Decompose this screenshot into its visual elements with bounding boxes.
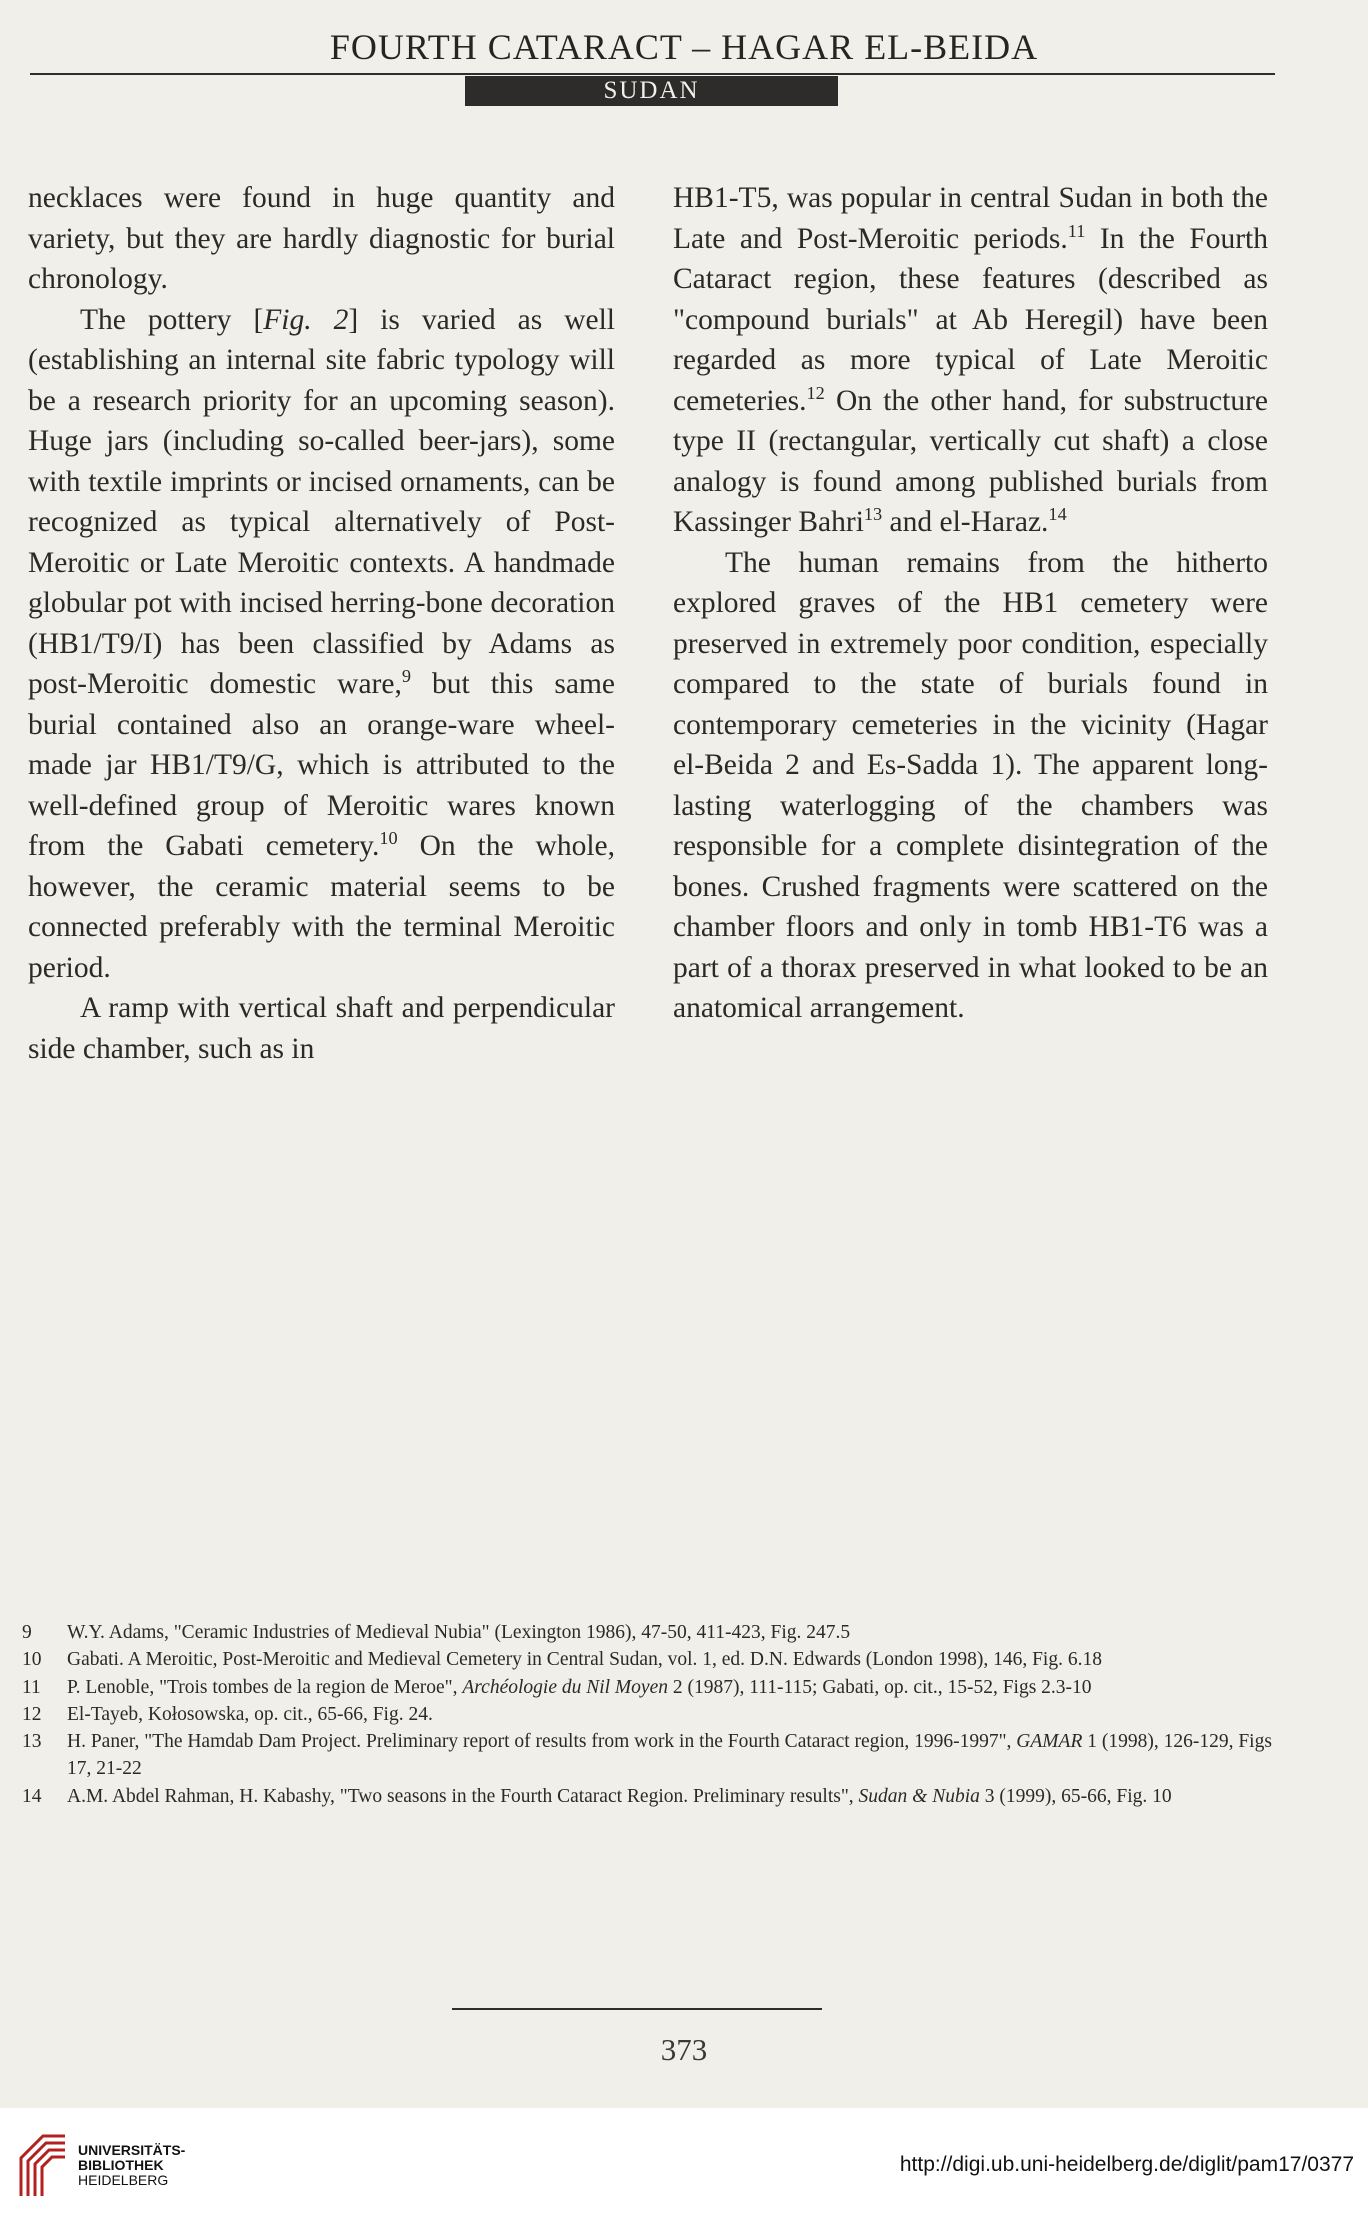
figure-reference: Fig. 2 [263, 303, 349, 336]
running-head: FOURTH CATARACT – HAGAR EL-BEIDA [329, 27, 1039, 67]
footnote: 12 El-Tayeb, Kołosowska, op. cit., 65-66, Fig. 24. [22, 1701, 1272, 1728]
page-number: 373 [660, 2032, 708, 2067]
footnote: 9 W.Y. Adams, "Ceramic Industries of Medieval Nubia" (Lexington 1986), 47-50, 411-423, Fig. 247.5 [22, 1619, 1272, 1646]
paragraph: The human remains from the hitherto explored graves of the HB1 cemetery were preserved in extremely poor condition, especially compared to the state of burials found in contemporary cemeteries in the vicinity (Hagar el-Beida 2 and Es-Sadda 1). The apparent long-lasting waterlogging of the chambers was responsible for a complete disintegration of the bones. Crushed fragments were scattered on the chamber floors and only in tomb HB1-T6 was a part of a thorax preserved in what looked to be an anatomical arrangement. [673, 546, 1268, 1024]
footnotes [22, 1619, 1272, 1810]
ub-heidelberg-logo-icon[interactable] [13, 2128, 73, 2198]
footnote: 11 P. Lenoble, "Trois tombes de la region de Meroe", Archéologie du Nil Moyen 2 (1987), 111-115; Gabati, op. cit., 15-52, Figs 2.3-10 [22, 1674, 1272, 1701]
footnote-number: 14 [22, 1785, 42, 1807]
footnote-number: 10 [22, 1649, 42, 1671]
footnote: 13 H. Paner, "The Hamdab Dam Project. Preliminary report of results from work in the Fourth Cataract region, 1996-1997", GAMAR 1 (1998), 126-129, Figs 17, 21-22 [22, 1728, 1272, 1783]
paragraph: A ramp with vertical shaft and perpendicular side chamber, such as in [28, 992, 615, 1065]
footnote-marker[interactable]: 11 [1067, 220, 1086, 241]
footnote-marker[interactable]: 9 [401, 666, 411, 687]
footnote-marker[interactable]: 14 [1048, 504, 1067, 525]
right-column [673, 178, 1268, 1029]
footnote: 14 A.M. Abdel Rahman, H. Kabashy, "Two seasons in the Fourth Cataract Region. Preliminary results", Sudan & Nubia 3 (1999), 65-66, Fig. 10 [22, 1783, 1272, 1810]
left-column [28, 178, 615, 1069]
footnote-marker[interactable]: 12 [806, 382, 825, 403]
footnote-marker[interactable]: 10 [379, 828, 398, 849]
footnote-number: 12 [22, 1703, 42, 1725]
footer-rule [452, 2008, 822, 2010]
footnote-number: 9 [22, 1622, 32, 1643]
footnote: 10 Gabati. A Meroitic, Post-Meroitic and Medieval Cemetery in Central Sudan, vol. 1, ed. D.N. Edwards (London 1998), 146, Fig. 6.18 [22, 1646, 1272, 1673]
section-tab: SUDAN [465, 76, 838, 106]
footnote-marker[interactable]: 13 [863, 504, 883, 525]
paragraph: necklaces were found in huge quantity and variety, but they are hardly diagnostic for burial chronology. [28, 182, 615, 295]
footnote-number: 11 [22, 1676, 41, 1698]
footnote-number: 13 [22, 1731, 42, 1753]
library-name: UNIVERSITÄTS- BIBLIOTHEK HEIDELBERG [78, 2142, 186, 2188]
paragraph: The pottery [Fig. 2] is varied as well (establishing an internal site fabric typology will be a research priority for an upcoming season). Huge jars (including so-called beer-jars), some with textile imprints or incised ornaments, can be recognized as typical alternatively of Post-Meroitic or Late Meroitic contexts. A handmade globular pot with incised herring-bone decoration (HB1/T9/I) has been classified by Adams as post-Meroitic domestic ware,$^9$ but this same burial contained also an orange-ware wheel-made jar HB1/T9/G, which is attributed to the well-defined group of Meroitic wares known from the Gabati cemetery.$^{10}$ On the whole, however, the ceramic material seems to be connected preferably with the terminal Meroitic period. [28, 303, 616, 984]
paragraph: HB1-T5, was popular in central Sudan in both the Late and Post-Meroitic periods.$^{11}$ In the Fourth Cataract region, these features (described as "compound burials" at Ab Heregil) have been regarded as more typical of Late Meroitic cemeteries.$^{12}$ On the other hand, for substructure type II (rectangular, vertically cut shaft) a close analogy is found among published burials from Kassinger Bahri$^{13}$ and el-Haraz.$^{14}$ [673, 182, 1269, 538]
page-url-link[interactable]: http://digi.ub.uni-heidelberg.de/diglit/pam17/0377 [899, 2153, 1354, 2176]
header-rule [30, 73, 1275, 75]
